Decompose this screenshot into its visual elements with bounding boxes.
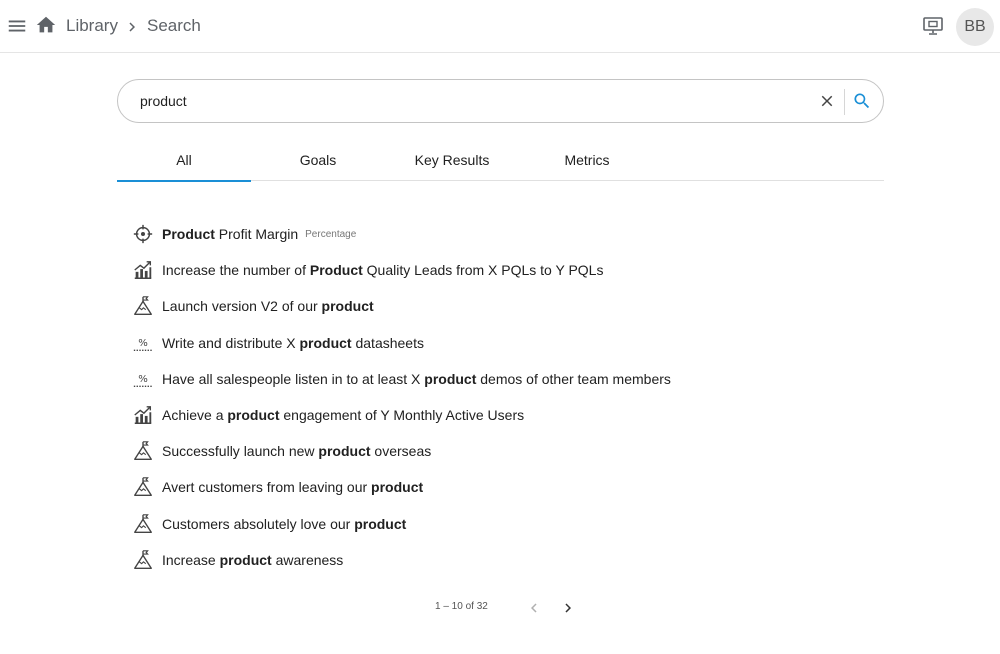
chevron-right-icon — [123, 18, 141, 36]
tab-key-results[interactable]: Key Results — [414, 152, 490, 168]
percent-icon — [132, 332, 154, 354]
result-title-highlight: product — [371, 479, 424, 496]
result-title-text: Achieve a — [162, 407, 228, 424]
result-title-highlight: product — [318, 443, 371, 460]
result-title-text: awareness — [271, 551, 344, 568]
result-title-text: Increase the number of — [162, 262, 310, 279]
target-icon — [132, 223, 154, 245]
avatar[interactable]: BB — [956, 8, 994, 46]
present-to-screen-icon[interactable] — [921, 15, 945, 37]
mountain-flag-icon — [132, 513, 154, 535]
result-title-text: Increase — [162, 551, 220, 568]
result-item[interactable] — [132, 433, 892, 469]
result-title-highlight: product — [321, 298, 374, 315]
menu-icon[interactable] — [6, 15, 28, 37]
pagination-label: 1 – 10 of 32 — [435, 601, 488, 612]
mountain-flag-icon — [132, 476, 154, 498]
mountain-flag-icon — [132, 549, 154, 571]
results-list — [132, 216, 892, 578]
result-title-text: Avert customers from leaving our — [162, 479, 372, 496]
result-title-highlight: Product — [309, 262, 363, 279]
result-item[interactable] — [132, 216, 892, 252]
result-item[interactable] — [132, 506, 892, 542]
tab-bar — [117, 140, 884, 181]
result-title — [162, 335, 424, 351]
svg-text:%: % — [138, 373, 148, 385]
result-title-text: Write and distribute X — [162, 334, 300, 351]
result-title-text: Quality Leads from X PQLs to Y PQLs — [362, 262, 604, 279]
result-item[interactable] — [132, 397, 892, 433]
chevron-right-icon[interactable] — [559, 599, 577, 617]
top-bar — [0, 0, 1000, 53]
result-title — [162, 407, 524, 423]
tab-metrics[interactable]: Metrics — [564, 152, 610, 168]
result-title-text: Profit Margin — [214, 226, 299, 243]
growth-chart-icon — [132, 404, 154, 426]
chevron-left-icon[interactable] — [525, 599, 543, 617]
result-title — [162, 479, 423, 495]
tab-goals[interactable]: Goals — [299, 152, 337, 168]
result-title — [162, 371, 671, 387]
close-icon[interactable] — [818, 92, 836, 110]
result-title-text: Have all salespeople listen in to at least X — [162, 370, 425, 387]
growth-chart-icon — [132, 259, 154, 281]
breadcrumb-library[interactable]: Library — [66, 16, 118, 35]
result-item[interactable] — [132, 361, 892, 397]
result-item[interactable] — [132, 288, 892, 324]
home-icon[interactable] — [35, 14, 57, 36]
mountain-flag-icon — [132, 440, 154, 462]
result-title-text: engagement of Y Monthly Active Users — [279, 407, 525, 424]
result-title — [162, 516, 406, 532]
result-title-highlight: product — [354, 515, 407, 532]
result-item[interactable] — [132, 325, 892, 361]
result-item[interactable] — [132, 252, 892, 288]
result-title-text: Launch version V2 of our — [162, 298, 322, 315]
result-title-text: overseas — [370, 443, 432, 460]
result-title-text: Customers absolutely love our — [162, 515, 355, 532]
result-item[interactable] — [132, 542, 892, 578]
svg-text:%: % — [138, 337, 148, 349]
result-title — [162, 262, 603, 278]
result-title-highlight: Product — [162, 226, 215, 243]
result-title-highlight: product — [219, 551, 272, 568]
result-title — [162, 552, 343, 568]
breadcrumb-search: Search — [147, 16, 201, 35]
mountain-flag-icon — [132, 295, 154, 317]
search-input[interactable] — [140, 90, 780, 112]
search-icon[interactable] — [852, 91, 872, 111]
percent-icon — [132, 368, 154, 390]
result-title — [162, 443, 431, 459]
result-title-highlight: product — [424, 370, 477, 387]
result-title-highlight: product — [299, 334, 352, 351]
result-title-text: demos of other team members — [476, 370, 671, 387]
result-title-highlight: product — [227, 407, 280, 424]
result-title — [162, 298, 374, 314]
search-bar — [117, 79, 884, 123]
result-item[interactable] — [132, 469, 892, 505]
result-title — [162, 226, 298, 242]
result-title-text: Successfully launch new — [162, 443, 319, 460]
result-title-text: datasheets — [351, 334, 424, 351]
search-divider — [844, 89, 845, 115]
tab-all[interactable]: All — [117, 140, 251, 181]
result-type-tag: Percentage — [305, 228, 357, 240]
